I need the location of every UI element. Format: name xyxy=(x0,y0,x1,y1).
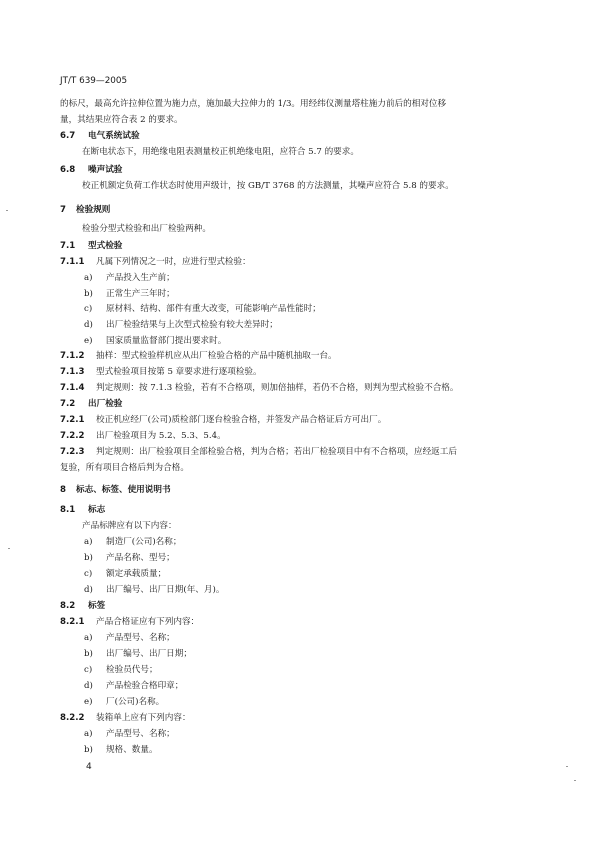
list-marker: d) xyxy=(84,585,93,595)
section-title: 电气系统试验 xyxy=(88,131,140,141)
section-title: 噪声试验 xyxy=(88,165,123,175)
scan-speck xyxy=(574,780,576,781)
list-marker: b) xyxy=(84,553,93,563)
chapter-title: 标志、标签、使用说明书 xyxy=(76,485,171,495)
list-item xyxy=(84,696,164,708)
clause-7-1-4 xyxy=(60,382,459,394)
clause-7-2-2 xyxy=(60,430,226,442)
scan-speck xyxy=(8,548,10,549)
list-marker: e) xyxy=(84,336,93,346)
list-item xyxy=(84,552,175,564)
list-marker: e) xyxy=(84,697,93,707)
section-title: 型式检验 xyxy=(88,241,123,251)
list-item xyxy=(84,584,224,596)
standard-number-header: JT/T 639—2005 xyxy=(60,76,128,86)
section-heading-7-2 xyxy=(60,398,122,410)
chapter-number: 8 xyxy=(60,485,66,495)
section-heading-6-7 xyxy=(60,130,140,142)
list-text: 检验员代号； xyxy=(106,665,158,675)
list-text: 产品名称、型号； xyxy=(106,553,175,563)
scan-speck xyxy=(566,766,568,767)
list-text: 出厂编号、出厂日期； xyxy=(106,649,192,659)
paragraph-line: 复验，所有项目合格后判为合格。 xyxy=(60,463,189,473)
clause-number: 7.2.2 xyxy=(60,431,85,441)
paragraph-line: 校正机额定负荷工作状态时使用声级计，按 GB/T 3768 的方法测量，其噪声应符合 5.8 的要求。 xyxy=(82,181,454,191)
section-number: 6.8 xyxy=(60,165,76,175)
list-item xyxy=(84,648,192,660)
list-marker: a) xyxy=(84,633,93,643)
list-text: 产品检验合格印章； xyxy=(106,681,184,691)
page-number: 4 xyxy=(86,762,92,772)
clause-number: 7.2.1 xyxy=(60,415,85,425)
list-text: 正常生产三年时； xyxy=(106,289,175,299)
clause-text: 抽样：型式检验样机应从出厂检验合格的产品中随机抽取一台。 xyxy=(96,351,337,361)
list-item xyxy=(84,288,175,300)
paragraph-line: 的标尺，最高允许拉伸位置为施力点，施加最大拉伸力的 1/3。用经纬仪测量塔柱施力前后的相对位移 xyxy=(60,99,447,109)
clause-7-1-3 xyxy=(60,366,262,378)
paragraph-line: 检验分型式检验和出厂检验两种。 xyxy=(82,224,211,234)
section-title: 出厂检验 xyxy=(88,399,123,409)
clause-7-1-2 xyxy=(60,350,337,362)
clause-number: 7.1.2 xyxy=(60,351,85,361)
clause-text: 产品合格证应有下列内容： xyxy=(96,617,200,627)
chapter-number: 7 xyxy=(60,205,66,215)
clause-text: 判定规则：出厂检验项目全部检验合格，判为合格；若出厂检验项目中有不合格项，应经返工后 xyxy=(96,447,457,457)
list-item xyxy=(84,568,166,580)
list-marker: a) xyxy=(84,273,93,283)
list-text: 产品型号、名称； xyxy=(106,633,175,643)
list-item xyxy=(84,680,183,692)
clause-8-2-1 xyxy=(60,616,199,628)
list-text: 出厂检验结果与上次型式检验有较大差异时； xyxy=(106,320,278,330)
section-number: 7.1 xyxy=(60,241,76,251)
list-text: 原材料、结构、部件有重大改变，可能影响产品性能时； xyxy=(106,304,321,314)
section-heading-8-2 xyxy=(60,600,105,612)
list-text: 规格、数量。 xyxy=(106,745,158,755)
clause-number: 8.2.2 xyxy=(60,713,85,723)
section-title: 标签 xyxy=(88,601,106,611)
list-marker: b) xyxy=(84,289,93,299)
list-text: 产品型号、名称； xyxy=(106,729,175,739)
list-text: 制造厂(公司)名称； xyxy=(106,537,182,547)
clause-number: 7.1.1 xyxy=(60,257,85,267)
section-title: 标志 xyxy=(88,505,106,515)
list-text: 出厂编号、出厂日期(年、月)。 xyxy=(106,585,225,595)
list-text: 国家质量监督部门提出要求时。 xyxy=(106,336,227,346)
clause-number: 7.1.4 xyxy=(60,383,85,393)
paragraph-line: 产品标牌应有以下内容： xyxy=(82,521,177,531)
section-heading-6-8 xyxy=(60,164,122,176)
list-item xyxy=(84,728,175,740)
list-marker: c) xyxy=(84,304,93,314)
list-item xyxy=(84,664,158,676)
scan-speck xyxy=(6,210,8,211)
clause-7-2-3 xyxy=(60,446,457,458)
clause-number: 7.1.3 xyxy=(60,367,85,377)
list-item xyxy=(84,335,226,347)
chapter-heading-8 xyxy=(60,484,171,496)
list-item xyxy=(84,319,278,331)
list-marker: b) xyxy=(84,649,93,659)
paragraph-line: 量，其结果应符合表 2 的要求。 xyxy=(60,115,183,125)
chapter-title: 检验规则 xyxy=(76,205,111,215)
clause-text: 凡属下列情况之一时，应进行型式检验： xyxy=(96,257,251,267)
section-heading-7-1 xyxy=(60,240,122,252)
clause-number: 8.2.1 xyxy=(60,617,85,627)
clause-7-1-1 xyxy=(60,256,251,268)
list-item xyxy=(84,744,158,756)
list-item xyxy=(84,536,181,548)
chapter-heading-7 xyxy=(60,204,110,216)
list-marker: d) xyxy=(84,681,93,691)
list-text: 额定承载质量； xyxy=(106,569,167,579)
list-marker: c) xyxy=(84,569,93,579)
clause-text: 出厂检验项目为 5.2、5.3、5.4。 xyxy=(96,431,226,441)
clause-text: 型式检验项目按第 5 章要求进行逐项检验。 xyxy=(96,367,262,377)
list-text: 产品投入生产前； xyxy=(106,273,175,283)
clause-7-2-1 xyxy=(60,414,386,426)
list-item xyxy=(84,303,321,315)
list-marker: a) xyxy=(84,729,93,739)
clause-text: 校正机应经厂(公司)质检部门逐台检验合格，并签发产品合格证后方可出厂。 xyxy=(96,415,387,425)
list-marker: d) xyxy=(84,320,93,330)
list-marker: c) xyxy=(84,665,93,675)
section-number: 8.2 xyxy=(60,601,76,611)
paragraph-line: 在断电状态下，用绝缘电阻表测量校正机绝缘电阻，应符合 5.7 的要求。 xyxy=(82,147,359,157)
clause-text: 装箱单上应有下列内容： xyxy=(96,713,191,723)
section-number: 6.7 xyxy=(60,131,76,141)
clause-text: 判定规则：按 7.1.3 检验，若有不合格项，则加倍抽样，若仍不合格，则判为型式检验不合格。 xyxy=(96,383,459,393)
clause-number: 7.2.3 xyxy=(60,447,85,457)
section-heading-8-1 xyxy=(60,504,105,516)
list-text: 厂(公司)名称。 xyxy=(106,697,165,707)
section-number: 7.2 xyxy=(60,399,76,409)
list-marker: a) xyxy=(84,537,93,547)
list-item xyxy=(84,632,175,644)
clause-8-2-2 xyxy=(60,712,191,724)
list-item xyxy=(84,272,175,284)
section-number: 8.1 xyxy=(60,505,76,515)
list-marker: b) xyxy=(84,745,93,755)
